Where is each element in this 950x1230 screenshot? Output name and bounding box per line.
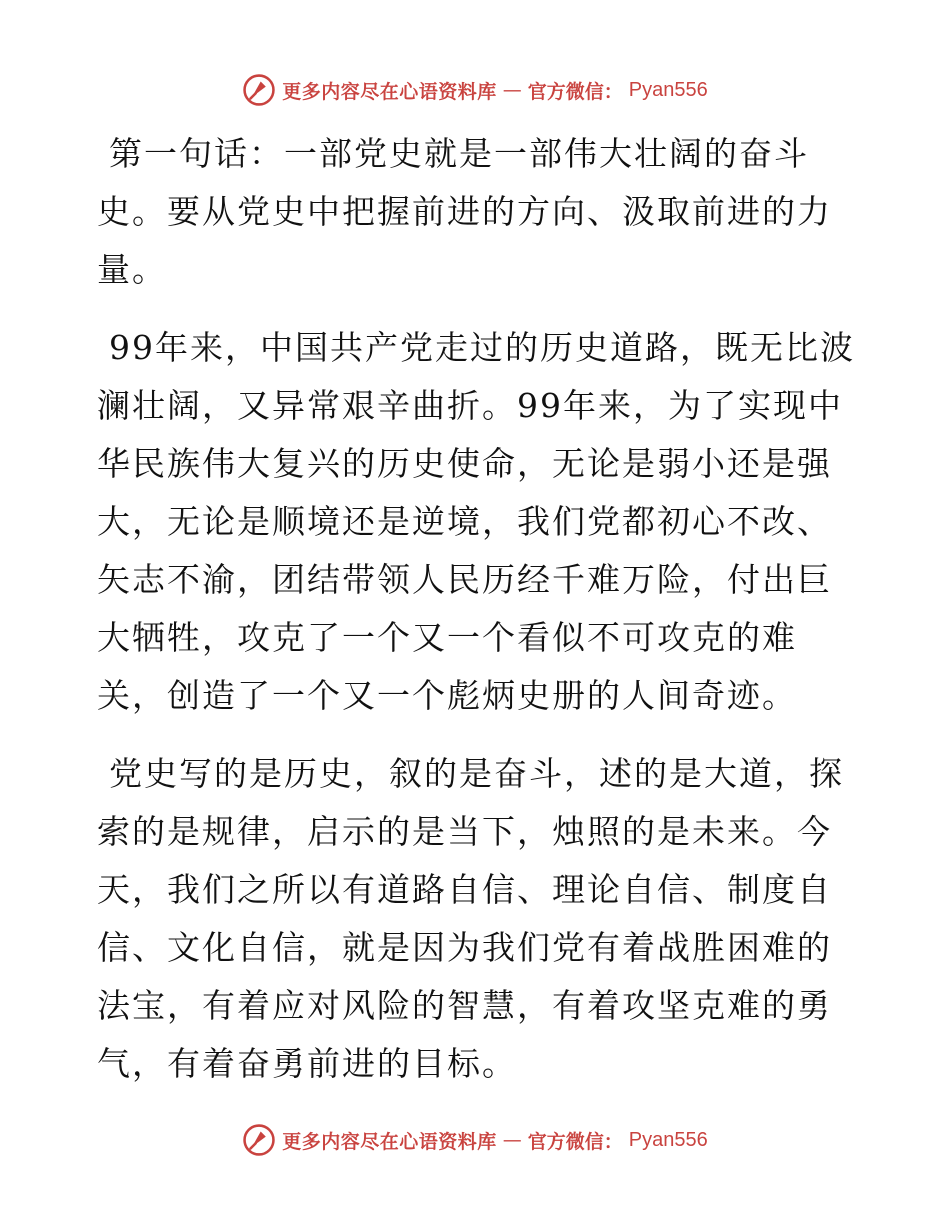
paragraph-2: 99年来，中国共产党走过的历史道路，既无比波澜壮阔，又异常艰辛曲折。99年来，为了实现中华民族伟大复兴的历史使命，无论是弱小还是强大，无论是顺境还是逆境，我们党都初心不改、矢志不渝，团结带领人民历经千难万险，付出巨大牺牲，攻克了一个又一个看似不可攻克的难关，创造了一个又一个彪炳史册的人间奇迹。 bbox=[97, 328, 855, 715]
footer-banner bbox=[0, 1120, 950, 1160]
pen-nib-icon bbox=[242, 73, 276, 107]
paragraph-1: 第一句话：一部党史就是一部伟大壮阔的奋斗史。要从党史中把握前进的方向、汲取前进的力量。 bbox=[97, 134, 832, 289]
footer-wechat-label: 官方微信： bbox=[527, 1130, 623, 1153]
footer-slogan: 更多内容尽在心语资料库 bbox=[282, 1130, 497, 1153]
header-slogan: 更多内容尽在心语资料库 bbox=[282, 80, 497, 103]
pen-nib-icon bbox=[242, 1123, 276, 1157]
document-body bbox=[97, 125, 857, 1113]
footer-separator: — bbox=[502, 1129, 522, 1151]
header-separator: — bbox=[502, 79, 522, 101]
footer-wechat-id: Pyan556 bbox=[628, 1128, 708, 1151]
header-banner bbox=[0, 70, 950, 110]
header-wechat-label: 官方微信： bbox=[527, 80, 623, 103]
header-wechat-id: Pyan556 bbox=[628, 78, 708, 101]
paragraph-3: 党史写的是历史，叙的是奋斗，述的是大道，探索的是规律，启示的是当下，烛照的是未来。今天，我们之所以有道路自信、理论自信、制度自信、文化自信，就是因为我们党有着战胜困难的法宝，有着应对风险的智慧，有着攻坚克难的勇气，有着奋勇前进的目标。 bbox=[97, 754, 844, 1083]
